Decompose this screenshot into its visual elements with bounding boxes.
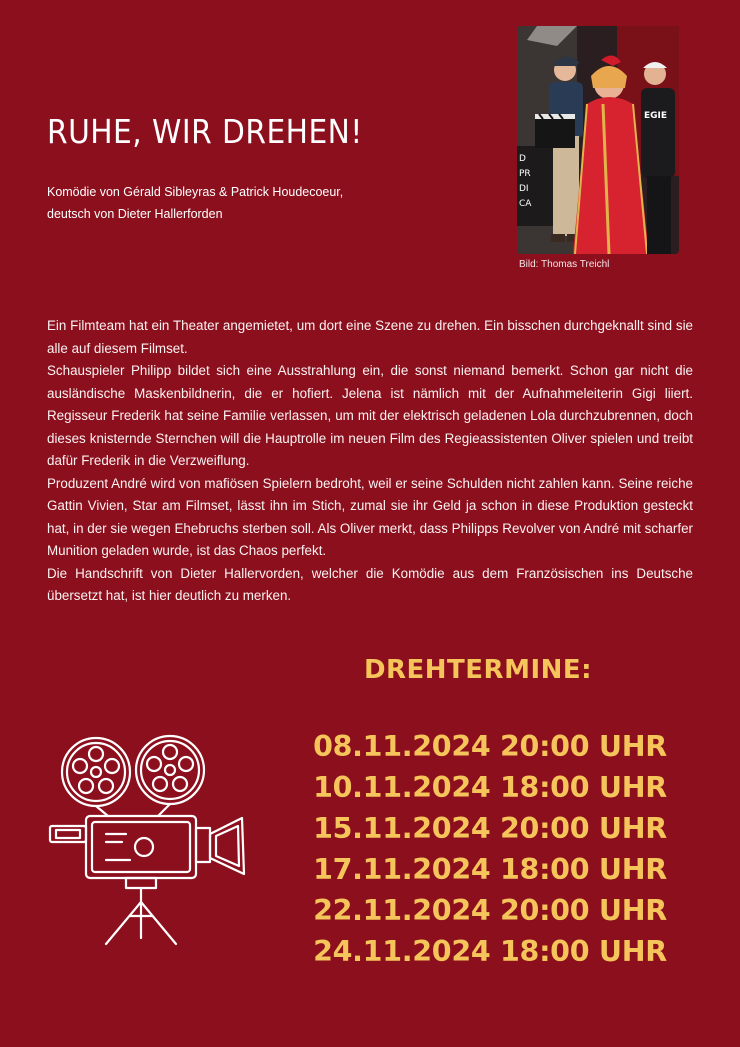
description-paragraph: Die Handschrift von Dieter Hallervorden, welcher die Komödie aus dem Französischen ins Deutsche übersetzt hat, ist hier deutlich zu merken. <box>47 565 693 603</box>
schedule-date: 24.11.2024 18:00 UHR <box>313 935 667 968</box>
schedule-date: 17.11.2024 18:00 UHR <box>313 853 667 886</box>
subtitle <box>47 181 412 225</box>
schedule-list <box>290 726 690 972</box>
description-paragraph: Produzent André wird von mafiösen Spielern bedroht, weil er seine Schulden nicht zahlen kann. Seine reiche Gattin Vivien, Star am Filmset, lässt ihn im Stich, zumal sie ihr Geld ja schon in diese Produktion gesteckt hat, in der sie wegen Ehebruchs sterben soll. Als Oliver merkt, dass Philipps Revolver von André mit scharfer Munition geladen wurde, ist das Chaos perfekt. <box>47 475 693 558</box>
svg-text:CA: CA <box>519 199 532 209</box>
description-paragraph: Schauspieler Philipp bildet sich eine Ausstrahlung ein, die sonst niemand bemerkt. Schon gar nicht die ausländische Maskenbildnerin, die er hofiert. Jelena ist nämlich mit der Aufnahmeleiterin Gigi liiert. Regisseur Frederik hat seine Familie verlassen, um mit der elektrisch geladenen Lola durchzubrennen, doch dieses knisternde Sternchen will die Hauptrolle im neuen Film des Regieassistenten Oliver spielen und treibt dafür Frederik in die Verzweiflung. <box>47 363 693 468</box>
subtitle-translator: deutsch von Dieter Hallerforden <box>47 206 223 221</box>
svg-text:PR: PR <box>519 169 531 179</box>
schedule-heading: DREHTERMINE: <box>363 655 593 685</box>
description-text <box>47 315 693 608</box>
cast-photo <box>517 26 679 254</box>
schedule-date: 15.11.2024 20:00 UHR <box>313 812 667 845</box>
description-paragraph: Ein Filmteam hat ein Theater angemietet, um dort eine Szene zu drehen. Ein bisschen durchgeknallt sind sie alle auf diesem Filmset. <box>47 318 693 356</box>
schedule-date: 22.11.2024 20:00 UHR <box>313 894 667 927</box>
film-projector-icon <box>46 730 252 950</box>
page-title: RUHE, WIR DREHEN! <box>47 112 363 151</box>
schedule-date: 10.11.2024 18:00 UHR <box>313 771 667 804</box>
cast-photo-illustration <box>517 26 679 254</box>
svg-text:EGIE: EGIE <box>644 111 668 121</box>
photo-credit: Bild: Thomas Treichl <box>519 259 610 270</box>
svg-text:DI: DI <box>519 184 529 194</box>
schedule-date: 08.11.2024 20:00 UHR <box>313 730 667 763</box>
svg-text:D: D <box>519 154 526 164</box>
subtitle-authors: Komödie von Gérald Sibleyras & Patrick Houdecoeur, <box>47 184 344 199</box>
